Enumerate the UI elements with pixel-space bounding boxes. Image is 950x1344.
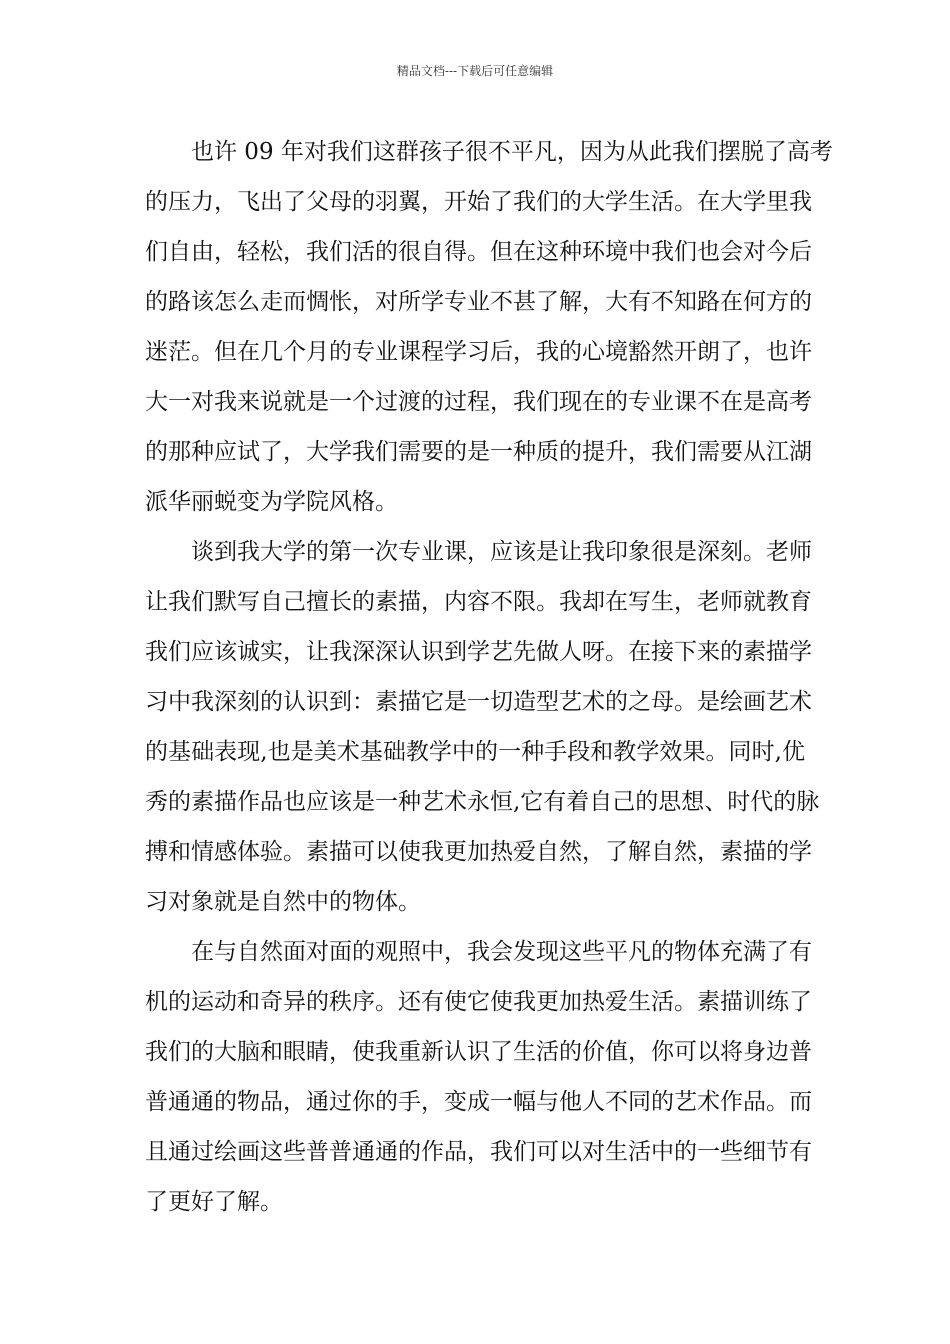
paragraph-line: 大一对我来说就是一个过渡的过程，我们现在的专业课不在是高考	[145, 389, 812, 415]
paragraph-line: 迷茫。但在几个月的专业课程学习后，我的心境豁然开朗了，也许	[145, 339, 812, 365]
paragraph-line: 习对象就是自然中的物体。	[145, 889, 421, 915]
paragraph-line: 的压力，飞出了父母的羽翼，开始了我们的大学生活。在大学里我	[145, 189, 812, 215]
paragraph-line: 机的运动和奇异的秩序。还有使它使我更加热爱生活。素描训练了	[145, 989, 812, 1015]
paragraph-1	[145, 127, 833, 527]
paragraph-line: 谈到我大学的第一次专业课，应该是让我印象很是深刻。老师	[191, 539, 812, 565]
paragraph-line: 也许 09 年对我们这群孩子很不平凡，因为从此我们摆脱了高考	[191, 139, 833, 165]
paragraph-line: 派华丽蜕变为学院风格。	[145, 489, 398, 515]
paragraph-line: 的那种应试了，大学我们需要的是一种质的提升，我们需要从江湖	[145, 439, 812, 465]
paragraph-line: 我们应该诚实，让我深深认识到学艺先做人呀。在接下来的素描学	[145, 639, 812, 665]
paragraph-line: 的路该怎么走而惆怅，对所学专业不甚了解，大有不知路在何方的	[145, 289, 812, 315]
page-header: 精品文档---下载后可任意编辑	[396, 64, 554, 78]
paragraph-line: 习中我深刻的认识到：素描它是一切造型艺术的之母。是绘画艺术	[145, 689, 812, 715]
paragraph-line: 的基础表现,也是美术基础教学中的一种手段和教学效果。同时,优	[145, 739, 805, 765]
paragraph-line: 且通过绘画这些普普通通的作品，我们可以对生活中的一些细节有	[145, 1139, 812, 1165]
document-body	[145, 127, 833, 1227]
paragraph-3	[145, 927, 812, 1227]
paragraph-line: 在与自然面对面的观照中，我会发现这些平凡的物体充满了有	[191, 939, 812, 965]
paragraph-line: 们自由，轻松，我们活的很自得。但在这种环境中我们也会对今后	[145, 239, 812, 265]
paragraph-line: 我们的大脑和眼睛，使我重新认识了生活的价值，你可以将身边普	[145, 1039, 812, 1065]
paragraph-line: 普通通的物品，通过你的手，变成一幅与他人不同的艺术作品。而	[145, 1089, 812, 1115]
paragraph-line: 秀的素描作品也应该是一种艺术永恒,它有着自己的思想、时代的脉	[145, 789, 820, 815]
paragraph-line: 让我们默写自己擅长的素描，内容不限。我却在写生，老师就教育	[145, 589, 812, 615]
paragraph-line: 搏和情感体验。素描可以使我更加热爱自然，了解自然，素描的学	[145, 839, 812, 865]
paragraph-line: 了更好了解。	[145, 1189, 283, 1215]
paragraph-2	[145, 527, 820, 927]
